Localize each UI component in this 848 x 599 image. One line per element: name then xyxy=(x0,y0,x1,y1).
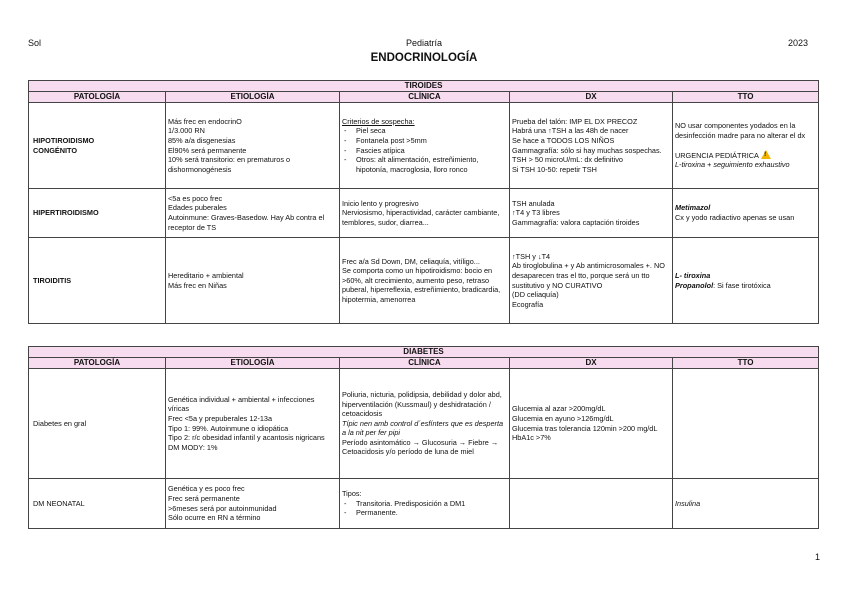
col-dx: DX xyxy=(510,92,673,103)
etiology-cell: Más frec en endocrinO 1/3.000 RN 85% a/a disgenesias El90% será permanente 10% será transitorio: en prematuros o dishormonogénesis xyxy=(166,103,340,189)
dx-cell xyxy=(510,479,673,529)
clinical-cell xyxy=(340,103,510,189)
section-title-diabetes: DIABETES xyxy=(29,347,819,358)
pathology-name: Diabetes en gral xyxy=(29,369,166,479)
clinical-cell: Tipos: - Transitoria. Predisposición a DM1 - Permanente. xyxy=(340,479,510,529)
list-item: - Transitoria. Predisposición a DM1 xyxy=(356,499,507,509)
col-tto: TTO xyxy=(673,358,819,369)
list-item: - Permanente. xyxy=(356,508,507,518)
pathology-name: TIROIDITIS xyxy=(29,238,166,324)
table-row-hipertiroidismo xyxy=(29,189,819,238)
etiology-cell: Genética individual + ambiental + infecciones víricas Frec <5a y prepuberales 12-13a Tipo 1: 99%. Autoinmune o idiopática Tipo 2: r/c obesidad infantil y acantosis nigricans DM MODY: 1% xyxy=(166,369,340,479)
col-clinica: CLÍNICA xyxy=(340,92,510,103)
criteria-heading: Criterios de sospecha: xyxy=(342,116,415,126)
drug-name: Propanolol xyxy=(675,280,714,290)
treatment-cell xyxy=(673,369,819,479)
treatment-cell: L- tiroxina Propanolol: Si fase tirotóxica xyxy=(673,238,819,324)
list-item: - Fontanela post >5mm xyxy=(356,136,507,146)
treatment-cell: NO usar componentes yodados en la desinfección madre para no alterar el dx URGENCIA PEDIÁTRICA ! L-tiroxina + seguimiento exhaustivo xyxy=(673,103,819,189)
diabetes-table xyxy=(28,346,819,529)
list-item: - Fascies atípica xyxy=(356,146,507,156)
drug-name: Metimazol xyxy=(675,203,711,213)
etiology-cell: Genética y es poco frec Frec será permanente >6meses será por autoinmunidad Sólo ocurre en RN a término xyxy=(166,479,340,529)
etiology-cell: Hereditario + ambiental Más frec en Niñas xyxy=(166,238,340,324)
pathology-name: DM NEONATAL xyxy=(29,479,166,529)
col-patologia: PATOLOGÍA xyxy=(29,358,166,369)
drug-name: L- tiroxina xyxy=(675,270,711,280)
warning-icon xyxy=(761,150,771,159)
table-row-tiroiditis xyxy=(29,238,819,324)
dx-cell: Prueba del talón: IMP EL DX PRECOZ Habrá una ↑TSH a las 48h de nacer Se hace a TODOS LOS NIÑOS Gammagrafía: sólo si hay muchas sospechas. TSH > 50 microU/mL: dx definitivo Si TSH 10-50: repetir TSH xyxy=(510,103,673,189)
drug-name: Insulina xyxy=(673,479,819,529)
urgency-label: URGENCIA PEDIÁTRICA xyxy=(675,150,759,160)
col-clinica: CLÍNICA xyxy=(340,358,510,369)
list-item: - Piel seca xyxy=(356,126,507,136)
header-subject: Pediatría xyxy=(405,38,443,48)
page-title: ENDOCRINOLOGÍA xyxy=(370,52,478,64)
pathology-name: HIPERTIROIDISMO xyxy=(29,189,166,238)
col-etiologia: ETIOLOGÍA xyxy=(166,358,340,369)
table-row-dm-neonatal xyxy=(29,479,819,529)
list-item: - Otros: alt alimentación, estreñimiento, hipotonía, macroglosia, llorо ronco xyxy=(356,155,507,174)
dx-cell: TSH anulada ↑T4 y T3 libres Gammagrafía: valora captación tiroides xyxy=(510,189,673,238)
page-number: 1 xyxy=(814,552,820,562)
col-tto: TTO xyxy=(673,92,819,103)
header-year: 2023 xyxy=(787,38,808,48)
treatment-cell: Metimazol Cx y yodo radiactivo apenas se usan xyxy=(673,189,819,238)
clinical-cell: Inicio lento y progresivo Nerviosismo, hiperactividad, carácter cambiante, temblores, sudor, diarrea... xyxy=(340,189,510,238)
table-row-hipotiroidismo xyxy=(29,103,819,189)
clinical-cell: Frec a/a Sd Down, DM, celiaquía, vitíligo... Se comporta como un hipotiroidismo: bocio en >60%, alt crecimiento, aumento peso, retraso puberal, hiperreflexia, estreñimiento, bradicardia, hipotermia, amenorrea xyxy=(340,238,510,324)
section-title-tiroides: TIROIDES xyxy=(29,81,819,92)
tiroides-table xyxy=(28,80,819,324)
etiology-cell: <5a es poco frec Edades puberales Autoinmune: Graves-Basedow. Hay Ab contra el receptor de TS xyxy=(166,189,340,238)
header-author: Sol xyxy=(28,38,42,48)
pathology-name: HIPOTIROIDISMO CONGÉNITO xyxy=(29,103,166,189)
col-etiologia: ETIOLOGÍA xyxy=(166,92,340,103)
clinical-cell: Poliuria, nicturia, polidipsia, debilidad y dolor abd, hiperventilación (Kussmaul) y deshidratación / cetoacidosis Típic nen amb control d´esfínters que es desperta a la nit per fer pipi Período asintomático → Glucosuria → Fiebre → Cetoacidosis y/o período de luna de miel xyxy=(340,369,510,479)
col-patologia: PATOLOGÍA xyxy=(29,92,166,103)
col-dx: DX xyxy=(510,358,673,369)
table-row-diabetes-gral xyxy=(29,369,819,479)
dx-cell: ↑TSH y ↓T4 Ab tiroglobulina + y Ab antimicrosomales +. NO desaparecen tras el tto, porque será un tto sustitutivo y NO CURATIVO (DD celiaquía) Ecografía xyxy=(510,238,673,324)
dx-cell: Glucemia al azar >200mg/dL Glucemia en ayuno >126mg/dL Glucemia tras tolerancia 120min >200 mg/dL HbA1c >7% xyxy=(510,369,673,479)
